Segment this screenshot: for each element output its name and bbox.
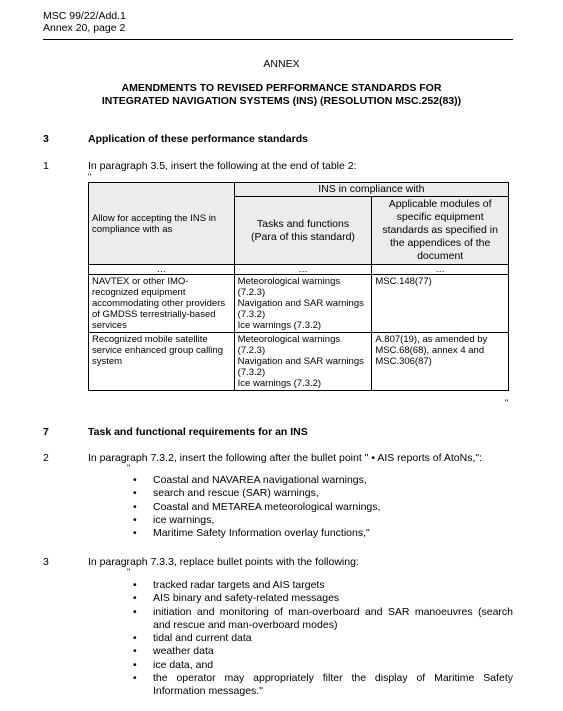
document-title [40, 82, 523, 108]
title-line-1: AMENDMENTS TO REVISED PERFORMANCE STANDARDS FOR [121, 82, 442, 94]
list-item: • Coastal and METAREA meteorological warnings, [133, 500, 381, 513]
list-item: • Coastal and NAVAREA navigational warnings, [133, 474, 367, 486]
list-item: • weather data [133, 645, 214, 658]
table-row [89, 275, 509, 333]
item-3-number: 3 [43, 556, 49, 568]
item-2-text: In paragraph 7.3.2, insert the following after the bullet point " • AIS reports of AtoNs,": [88, 452, 483, 464]
bullet-icon: • [133, 632, 137, 645]
page-header [43, 10, 126, 34]
list-item: • ice data, and [133, 658, 214, 671]
task-item: Navigation and SAR warnings (7.3.2) [237, 298, 364, 320]
list-item: • initiation and monitoring of man-overboard and SAR manoeuvres (search and rescue and man-overboard modes) [133, 605, 513, 631]
item-1-text: In paragraph 3.5, insert the following at the end of table 2: [88, 160, 357, 172]
section-3-number: 3 [43, 133, 49, 145]
bullet-icon: • [133, 487, 137, 500]
task-item: Ice warnings (7.3.2) [237, 378, 322, 389]
title-line-2: INTEGRATED NAVIGATION SYSTEMS (INS) (RESOLUTION MSC.252(83)) [101, 95, 462, 107]
tasks-cell [234, 275, 372, 333]
col-header-tasks-line-1: Tasks and functions [256, 217, 350, 230]
item-1-close-quote: " [505, 398, 509, 408]
modules-cell: MSC.148(77) [372, 275, 509, 333]
bullet-icon: • [133, 579, 137, 591]
item-3-text: In paragraph 7.3.3, replace bullet points with the following: [88, 556, 359, 568]
bullet-icon: • [133, 672, 137, 685]
task-item: Meteorological warnings (7.2.3) [237, 334, 341, 356]
ellipsis-cell: … [89, 265, 235, 275]
allow-cell: NAVTEX or other IMO-recognized equipment accommodating other providers of GMDSS terrestrially-based services [89, 275, 235, 333]
doc-reference: MSC 99/22/Add.1 [43, 10, 126, 22]
item-1-number: 1 [43, 160, 49, 172]
bullet-icon: • [133, 474, 137, 486]
item-2-bullet-list [133, 474, 513, 540]
item-2-open-quote: " [127, 463, 131, 473]
annex-label: ANNEX [263, 58, 300, 70]
item-3-bullet-list [133, 579, 513, 699]
list-item: • tracked radar targets and AIS targets [133, 579, 325, 591]
header-rule [43, 39, 513, 40]
list-item: • ice warnings, [133, 513, 215, 526]
tasks-cell [234, 333, 372, 391]
bullet-icon: • [133, 527, 137, 540]
ellipsis-cell: … [372, 265, 509, 275]
task-item: Navigation and SAR warnings (7.3.2) [237, 356, 364, 378]
table-row [89, 333, 509, 391]
list-item: • tidal and current data [133, 632, 252, 645]
section-7-number: 7 [43, 426, 49, 438]
bullet-icon: • [133, 500, 137, 513]
task-item: Ice warnings (7.3.2) [237, 320, 322, 331]
item-3-open-quote: " [127, 567, 131, 577]
list-item: • Maritime Safety Information overlay functions," [133, 527, 370, 540]
list-item: • AIS binary and safety-related messages [133, 592, 340, 605]
col-header-tasks [234, 197, 372, 265]
bullet-icon: • [133, 513, 137, 526]
item-2-number: 2 [43, 452, 49, 464]
col-header-modules: Applicable modules of specific equipment standards as specified in the appendices of the document [372, 197, 509, 265]
bullet-icon: • [133, 592, 137, 605]
col-header-allow: Allow for accepting the INS in compliance with as [89, 183, 235, 265]
table-header-row-1 [89, 183, 509, 197]
list-item: • the operator may appropriately filter the display of Maritime Safety Information messages." [133, 672, 513, 698]
item-1-open-quote: " [88, 172, 92, 182]
ins-compliance-table [88, 182, 509, 391]
allow-cell: Recognized mobile satellite service enhanced group calling system [89, 333, 235, 391]
table-ellipsis-row [89, 265, 509, 275]
task-item: Meteorological warnings (7.2.3) [237, 276, 341, 298]
section-3-title: Application of these performance standards [88, 133, 308, 145]
bullet-icon: • [133, 605, 137, 618]
section-7-title: Task and functional requirements for an INS [88, 426, 308, 438]
page-reference: Annex 20, page 2 [43, 22, 126, 34]
list-item: • search and rescue (SAR) warnings, [133, 487, 319, 500]
modules-cell: A.807(19), as amended by MSC.68(68), annex 4 and MSC.306(87) [372, 333, 509, 391]
bullet-icon: • [133, 645, 137, 658]
col-header-tasks-line-2: (Para of this standard) [251, 230, 355, 243]
bullet-icon: • [133, 658, 137, 671]
group-header: INS in compliance with [234, 183, 508, 197]
ellipsis-cell: … [234, 265, 372, 275]
